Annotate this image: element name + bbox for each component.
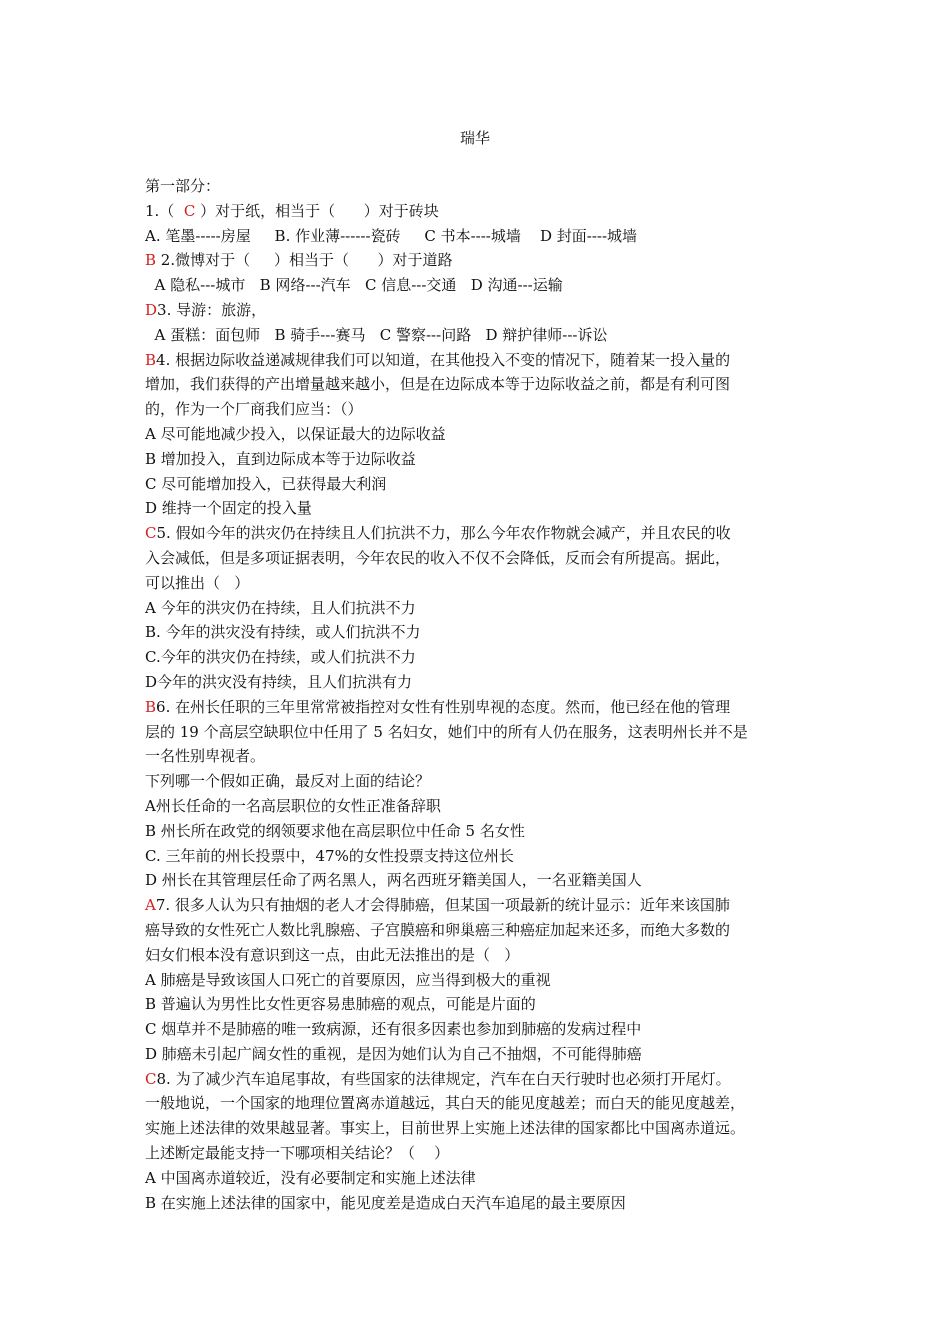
text-line xyxy=(145,695,813,720)
text-line xyxy=(145,1191,813,1216)
line-text: 5. 假如今年的洪灾仍在持续且人们抗洪不力，那么今年农作物就会减产，并且农民的收 xyxy=(156,524,731,543)
text-line xyxy=(145,1166,813,1191)
document-body xyxy=(145,174,813,1215)
line-text: A. 笔墨-----房屋 B. 作业薄------瓷砖 C 书本----城墙 D 封面----城墙 xyxy=(145,226,638,245)
line-text: B. 今年的洪灾没有持续，或人们抗洪不力 xyxy=(145,623,421,642)
text-line xyxy=(145,769,813,794)
text-line xyxy=(145,1141,813,1166)
line-text: A 蛋糕：面包师 B 骑手---赛马 C 警察---问路 D 辩护律师---诉讼 xyxy=(145,325,608,344)
line-text: C 烟草并不是肺癌的唯一致病源，还有很多因素也参加到肺癌的发病过程中 xyxy=(145,1020,642,1039)
text-line xyxy=(145,521,813,546)
text-line xyxy=(145,1042,813,1067)
text-line xyxy=(145,348,813,373)
text-line xyxy=(145,720,813,745)
answer-marker: D xyxy=(145,300,158,319)
document-title: 瑞华 xyxy=(459,129,490,147)
text-line xyxy=(145,571,813,596)
line-text: 7. 很多人认为只有抽烟的老人才会得肺癌，但某国一项最新的统计显示：近年来该国肺 xyxy=(155,896,730,915)
line-text: A 尽可能地减少投入，以保证最大的边际收益 xyxy=(145,424,446,443)
line-text: 4. 根据边际收益递减规律我们可以知道，在其他投入不变的情况下，随着某一投入量的 xyxy=(156,350,731,369)
line-text: A 肺癌是导致该国人口死亡的首要原因，应当得到极大的重视 xyxy=(145,970,551,989)
line-text: 的，作为一个厂商我们应当：（） xyxy=(145,400,363,419)
text-line xyxy=(145,1116,813,1141)
text-line xyxy=(145,496,813,521)
text-line xyxy=(145,1067,813,1092)
line-text: A州长任命的一名高层职位的女性正准备辞职 xyxy=(145,796,441,815)
line-text: ）对于纸，相当于（ ）对于砖块 xyxy=(195,201,439,220)
line-text: 妇女们根本没有意识到这一点，由此无法推出的是（ ） xyxy=(145,945,520,964)
line-text: C 尽可能增加投入，已获得最大利润 xyxy=(145,474,387,493)
line-text: 一名性别卑视者。 xyxy=(145,747,266,766)
text-line xyxy=(145,744,813,769)
text-line xyxy=(145,248,813,273)
text-line xyxy=(145,868,813,893)
text-line xyxy=(145,620,813,645)
answer-marker: C xyxy=(145,1069,157,1088)
answer-marker: C xyxy=(145,524,157,543)
line-prefix: 1.（ xyxy=(145,201,184,220)
text-line xyxy=(145,943,813,968)
text-line xyxy=(145,1017,813,1042)
text-line xyxy=(145,794,813,819)
text-line xyxy=(145,1091,813,1116)
line-text: 8. 为了减少汽车追尾事故，有些国家的法律规定，汽车在白天行驶时也必须打开尾灯。 xyxy=(156,1069,731,1088)
text-line xyxy=(145,893,813,918)
answer-marker: B xyxy=(145,697,157,716)
line-text: 入会减低，但是多项证据表明，今年农民的收入不仅不会降低，反而会有所提高。据此， xyxy=(145,548,731,567)
text-line xyxy=(145,670,813,695)
text-line xyxy=(145,819,813,844)
line-text: D今年的洪灾没有持续，且人们抗洪有力 xyxy=(145,672,413,691)
line-text: 3. 导游：旅游， xyxy=(157,300,267,319)
text-line xyxy=(145,645,813,670)
text-line xyxy=(145,918,813,943)
line-text: D 肺癌未引起广阔女性的重视，是因为她们认为自己不抽烟，不可能得肺癌 xyxy=(145,1044,642,1063)
line-text: A 隐私---城市 B 网络---汽车 C 信息---交通 D 沟通---运输 xyxy=(145,276,563,295)
answer-marker: B xyxy=(145,350,157,369)
line-text: 癌导致的女性死亡人数比乳腺癌、子宫膜癌和卵巢癌三种癌症加起来还多，而绝大多数的 xyxy=(145,920,731,939)
text-line xyxy=(145,397,813,422)
line-text: 一般地说，一个国家的地理位置离赤道越远，其白天的能见度越差；而白天的能见度越差， xyxy=(145,1094,746,1113)
answer-marker: A xyxy=(145,896,156,915)
line-text: 第一部分： xyxy=(145,177,221,195)
line-text: 增加，我们获得的产出增量越来越小，但是在边际成本等于边际收益之前，都是有利可图 xyxy=(145,375,731,394)
text-line xyxy=(145,199,813,224)
answer-marker: C xyxy=(183,201,196,220)
text-line xyxy=(145,273,813,298)
line-text: 实施上述法律的效果越显著。事实上，目前世界上实施上述法律的国家都比中国离赤道远。 xyxy=(145,1119,746,1138)
line-text: C. 三年前的州长投票中，47%的女性投票支持这位州长 xyxy=(145,846,514,865)
text-line xyxy=(145,298,813,323)
text-line xyxy=(145,174,813,199)
line-text: A 中国离赤道较近，没有必要制定和实施上述法律 xyxy=(145,1168,476,1187)
line-text: B 在实施上述法律的国家中，能见度差是造成白天汽车追尾的最主要原因 xyxy=(145,1193,626,1212)
line-text: B 州长所在政党的纲领要求他在高层职位中任命 5 名女性 xyxy=(145,821,525,840)
line-text: 层的 19 个高层空缺职位中任用了 5 名妇女，她们中的所有人仍在服务，这表明州长并不是 xyxy=(145,722,748,741)
line-text: C.今年的洪灾仍在持续，或人们抗洪不力 xyxy=(145,648,416,667)
text-line xyxy=(145,447,813,472)
line-text: 上述断定最能支持一下哪项相关结论？（ ） xyxy=(145,1144,450,1163)
text-line xyxy=(145,422,813,447)
text-line xyxy=(145,372,813,397)
text-line xyxy=(145,968,813,993)
text-line xyxy=(145,992,813,1017)
text-line xyxy=(145,224,813,249)
text-line xyxy=(145,323,813,348)
line-text: 下列哪一个假如正确，最反对上面的结论？ xyxy=(145,772,431,791)
text-line xyxy=(145,844,813,869)
text-line xyxy=(145,472,813,497)
line-text: 6. 在州长任职的三年里常常被指控对女性有性别卑视的态度。然而，他已经在他的管理 xyxy=(156,697,731,716)
line-text: D 州长在其管理层任命了两名黑人，两名西班牙籍美国人，一名亚籍美国人 xyxy=(145,871,642,890)
text-line xyxy=(145,596,813,621)
line-text: 可以推出（ ） xyxy=(145,573,250,592)
answer-marker: B xyxy=(145,251,157,270)
line-text: 2.微博对于（ ）相当于（ ）对于道路 xyxy=(156,251,453,270)
line-text: B 普遍认为男性比女性更容易患肺癌的观点，可能是片面的 xyxy=(145,995,536,1014)
text-line xyxy=(145,546,813,571)
line-text: B 增加投入，直到边际成本等于边际收益 xyxy=(145,449,416,468)
line-text: A 今年的洪灾仍在持续，且人们抗洪不力 xyxy=(145,598,416,617)
line-text: D 维持一个固定的投入量 xyxy=(145,499,312,518)
